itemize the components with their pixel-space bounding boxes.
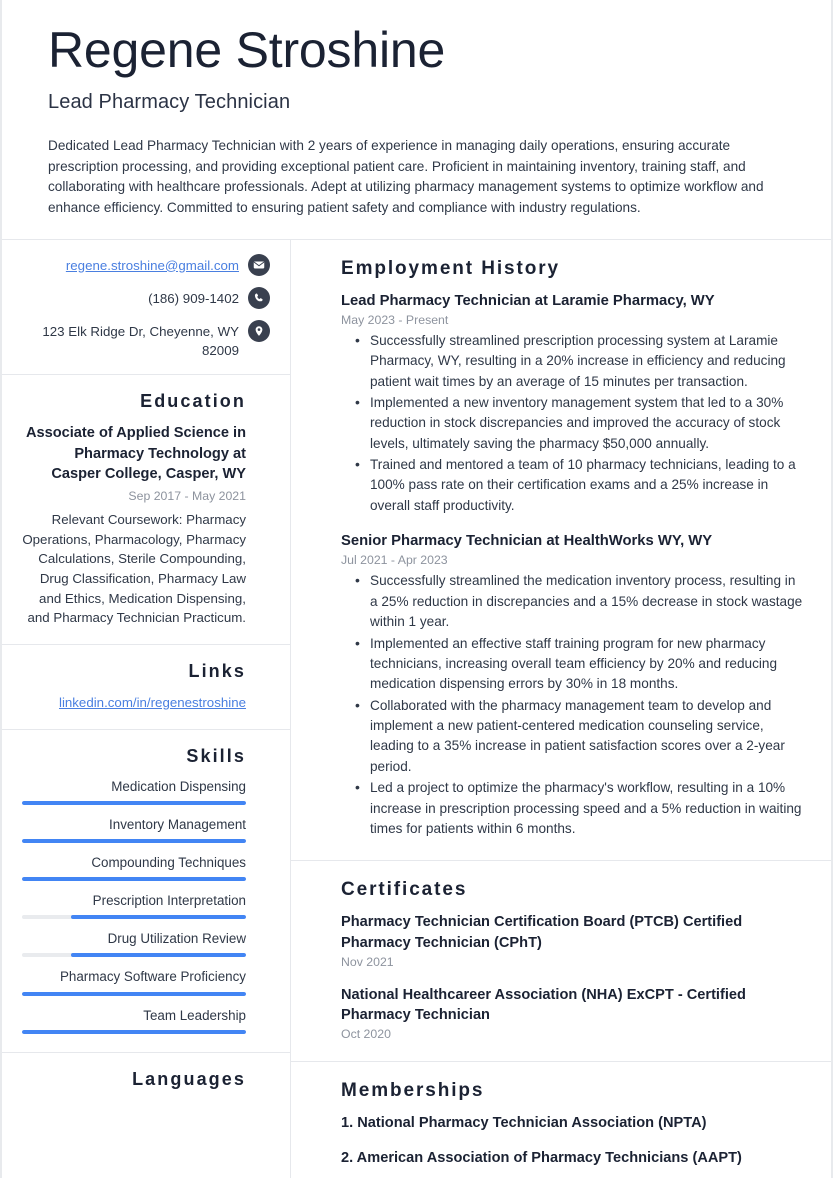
links-heading: Links bbox=[188, 661, 246, 682]
skill-level-fill bbox=[22, 877, 246, 881]
employment-history-section bbox=[291, 240, 831, 862]
skill-level-bar bbox=[22, 1030, 246, 1034]
contact-address-row[interactable] bbox=[22, 320, 270, 361]
skill-label: Pharmacy Software Proficiency bbox=[59, 969, 246, 985]
links-list bbox=[22, 693, 246, 713]
employment-entry-title: Senior Pharmacy Technician at HealthWorks WY, WY bbox=[341, 533, 713, 550]
employment-entry-date: Jul 2021 - Apr 2023 bbox=[341, 553, 448, 568]
employment-entries bbox=[341, 291, 803, 840]
list-item: • Trained and mentored a team of 10 pharmacy technicians, leading to a 100% pass rate on their certification exams and a 25% increase in overall staff productivity. bbox=[368, 455, 803, 516]
skill-level-bar bbox=[22, 801, 246, 805]
skill-level-bar bbox=[22, 915, 246, 919]
languages-heading: Languages bbox=[132, 1068, 246, 1089]
list-item: • Successfully streamlined prescription processing system at Laramie Pharmacy, WY, resulting in a 20% increase in efficiency and reducing patient wait times by an average of 15 minutes per transaction. bbox=[368, 331, 803, 392]
employment-entry bbox=[341, 291, 803, 517]
skill-level-bar bbox=[22, 992, 246, 996]
list-item: • Successfully streamlined the medication inventory process, resulting in a 25% reduction in discrepancies and a 15% decrease in stock wastage within 1 year. bbox=[368, 571, 803, 632]
skill-item bbox=[22, 930, 246, 957]
address-value[interactable]: 123 Elk Ridge Dr, Cheyenne, WY 82009 bbox=[42, 323, 239, 359]
phone-value[interactable]: (186) 909-1402 bbox=[148, 290, 239, 306]
certificates-heading: Certificates bbox=[341, 879, 468, 901]
skill-item bbox=[22, 892, 246, 919]
main-content bbox=[291, 240, 831, 1178]
membership-item: 2. American Association of Pharmacy Technicians (AAPT) bbox=[341, 1150, 742, 1167]
education-date: Sep 2017 - May 2021 bbox=[128, 488, 246, 503]
job-title: Lead Pharmacy Technician bbox=[48, 91, 291, 113]
page-title: Regene Stroshine bbox=[48, 22, 446, 78]
list-item: • Led a project to optimize the pharmacy's workflow, resulting in a 10% increase in prescription processing speed and a 5% reduction in waiting times for patients within 6 months. bbox=[368, 778, 803, 839]
employment-bullet-list bbox=[341, 331, 803, 517]
employment-entry bbox=[341, 531, 803, 839]
skill-level-bar bbox=[22, 953, 246, 957]
certificates-section bbox=[291, 861, 831, 1062]
phone-icon bbox=[248, 287, 270, 309]
skill-level-fill bbox=[22, 1030, 246, 1034]
memberships-section bbox=[291, 1062, 831, 1178]
education-degree: Associate of Applied Science in Pharmacy Technology at Casper College, Casper, WY bbox=[25, 425, 246, 482]
skill-label: Medication Dispensing bbox=[111, 778, 246, 794]
skill-level-fill bbox=[22, 839, 246, 843]
skill-level-fill bbox=[22, 801, 246, 805]
skill-level-fill bbox=[71, 915, 246, 919]
list-item: • Collaborated with the pharmacy management team to develop and implement a new patient-centered medication counseling service, leading to a 35% increase in patient satisfaction scores over a 2-year period. bbox=[368, 696, 803, 778]
contact-email-row[interactable] bbox=[22, 254, 270, 276]
skill-label: Prescription Interpretation bbox=[92, 893, 246, 909]
skill-item bbox=[22, 854, 246, 881]
employment-history-heading: Employment History bbox=[341, 257, 560, 279]
education-section bbox=[2, 375, 290, 645]
certificate-item bbox=[341, 985, 803, 1041]
list-item: • Implemented an effective staff training program for new pharmacy technicians, increasing overall team efficiency by 20% and reducing medication dispensing errors by 30% in 18 months. bbox=[368, 634, 803, 695]
skill-item bbox=[22, 816, 246, 843]
employment-bullet-list bbox=[341, 571, 803, 839]
skill-level-bar bbox=[22, 839, 246, 843]
skills-heading: Skills bbox=[186, 745, 246, 766]
certificates-list bbox=[341, 912, 803, 1041]
certificate-name: Pharmacy Technician Certification Board (PTCB) Certified Pharmacy Technician (CPhT) bbox=[341, 914, 743, 951]
languages-section bbox=[2, 1053, 290, 1117]
certificate-item bbox=[341, 912, 803, 968]
skill-item bbox=[22, 1007, 246, 1034]
contact-phone-row[interactable] bbox=[22, 287, 270, 309]
resume-body bbox=[2, 240, 831, 1178]
skill-label: Compounding Techniques bbox=[91, 855, 246, 871]
email-value[interactable]: regene.stroshine@gmail.com bbox=[65, 257, 239, 273]
skill-level-bar bbox=[22, 877, 246, 881]
certificate-name: National Healthcareer Association (NHA) ExCPT - Certified Pharmacy Technician bbox=[341, 986, 746, 1023]
education-heading: Education bbox=[140, 391, 246, 412]
resume-header bbox=[2, 0, 831, 240]
contact-section bbox=[2, 240, 290, 376]
skill-label: Inventory Management bbox=[109, 817, 246, 833]
skill-item bbox=[22, 778, 246, 805]
membership-item: 1. National Pharmacy Technician Association (NPTA) bbox=[341, 1114, 707, 1131]
skill-level-fill bbox=[22, 992, 246, 996]
links-section bbox=[2, 645, 290, 730]
location-pin-icon bbox=[248, 320, 270, 342]
memberships-heading: Memberships bbox=[341, 1079, 485, 1101]
skill-label: Team Leadership bbox=[143, 1007, 246, 1023]
certificate-date: Nov 2021 bbox=[341, 954, 394, 969]
list-item[interactable]: linkedin.com/in/regenestroshine bbox=[58, 695, 246, 711]
certificate-date: Oct 2020 bbox=[341, 1026, 391, 1041]
employment-entry-date: May 2023 - Present bbox=[341, 312, 449, 327]
skills-section bbox=[2, 730, 290, 1053]
employment-entry-title: Lead Pharmacy Technician at Laramie Pharmacy, WY bbox=[341, 292, 715, 309]
memberships-list bbox=[341, 1113, 803, 1169]
sidebar bbox=[2, 240, 291, 1178]
skill-label: Drug Utilization Review bbox=[107, 931, 246, 947]
skill-level-fill bbox=[71, 953, 246, 957]
skill-item bbox=[22, 968, 246, 995]
envelope-icon bbox=[248, 254, 270, 276]
professional-summary: Dedicated Lead Pharmacy Technician with 2 years of experience in managing daily operations, ensuring accurate prescription processing, and providing exceptional patient care. Proficient in maintaining inventory, training staff, and collaborating with healthcare professionals. Adept at utilizing pharmacy management systems to optimize workflow and enhance efficiency. Committed to ensuring patient safety and compliance with industry regulations. bbox=[48, 138, 764, 215]
list-item: • Implemented a new inventory management system that led to a 30% reduction in stock discrepancies and improved the accuracy of stock levels, ultimately saving the pharmacy $50,000 annually. bbox=[368, 393, 803, 454]
skills-list bbox=[22, 778, 246, 1034]
education-description: Relevant Coursework: Pharmacy Operations, Pharmacology, Pharmacy Calculations, Sterile Compounding, Drug Classification, Pharmacy Law and Ethics, Medication Dispensing, and Pharmacy Technician Practicum. bbox=[22, 512, 246, 626]
